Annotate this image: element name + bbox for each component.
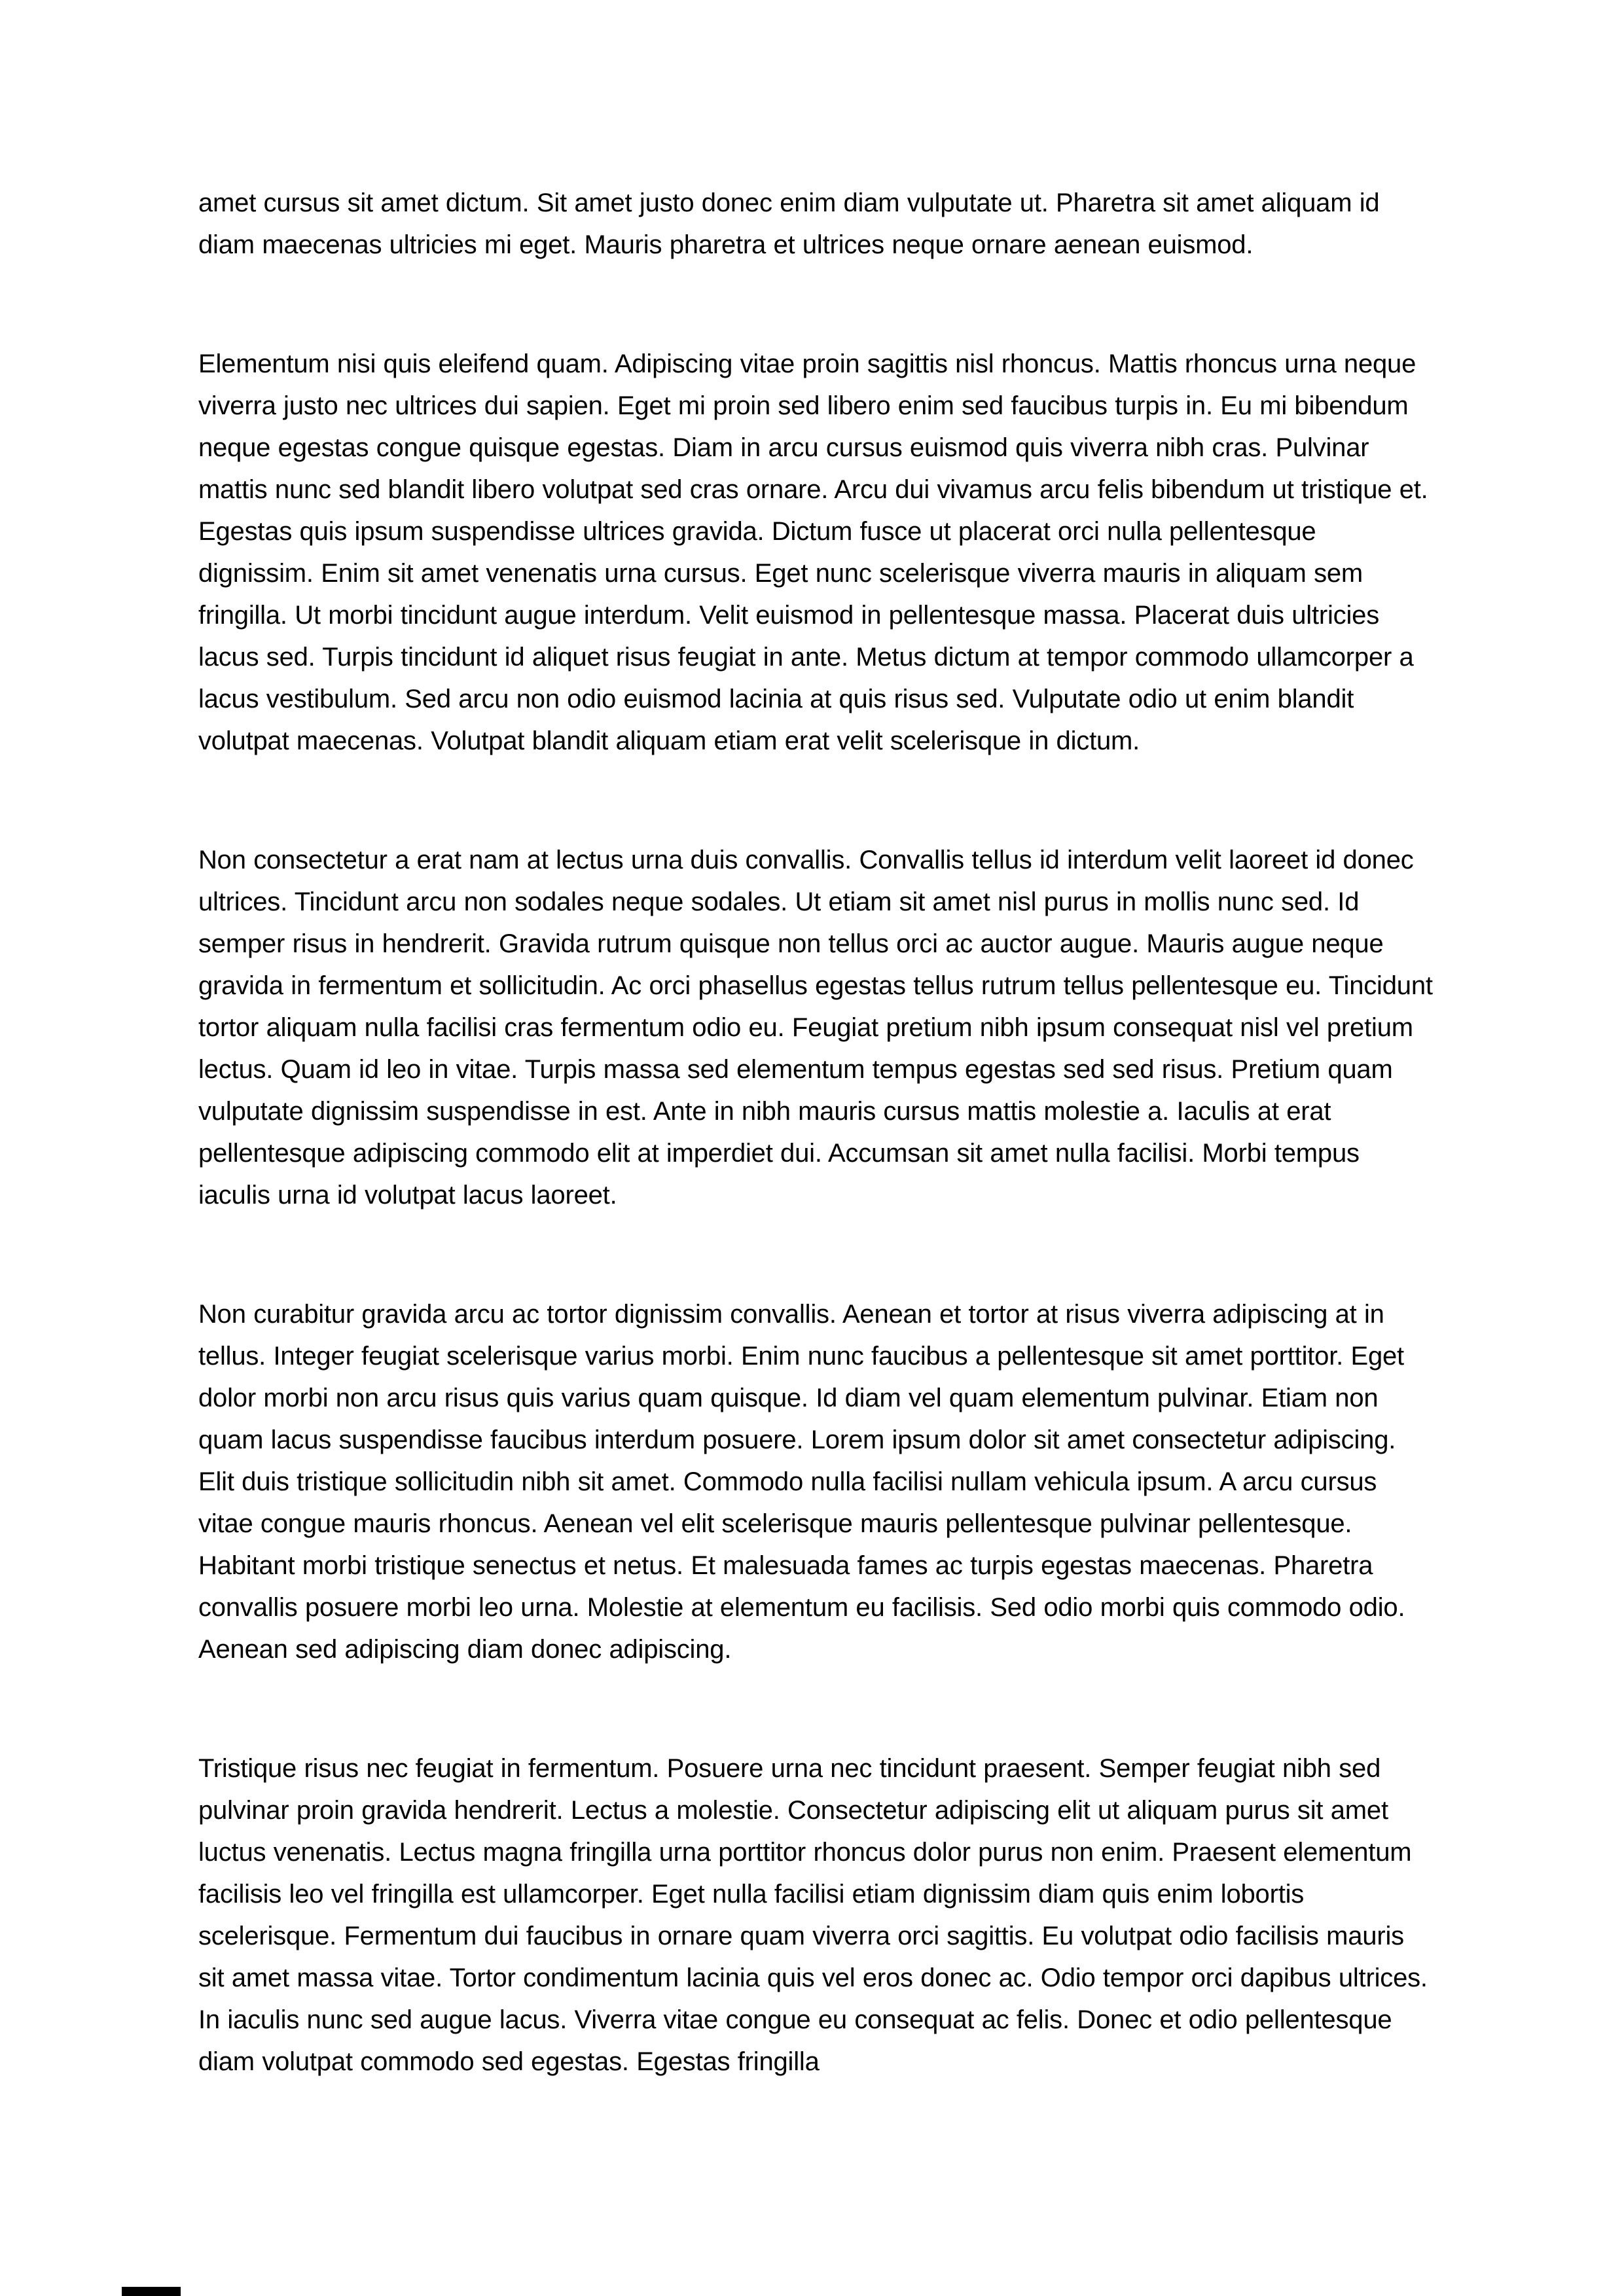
paragraph-3: Non consectetur a erat nam at lectus urna duis convallis. Convallis tellus id interdum velit laoreet id donec ultrices. Tincidunt arcu non sodales neque sodales. Ut etiam sit amet nisl purus in mollis nunc sed. Id semper risus in hendrerit. Gravida rutrum quisque non tellus orci ac auctor augue. Mauris augue neque gravida in fermentum et sollicitudin. Ac orci phasellus egestas tellus rutrum tellus pellentesque eu. Tincidunt tortor aliquam nulla facilisi cras fermentum odio eu. Feugiat pretium nibh ipsum consequat nisl vel pretium lectus. Quam id leo in vitae. Turpis massa sed elementum tempus egestas sed sed risus. Pretium quam vulputate dignissim suspendisse in est. Ante in nibh mauris cursus mattis molestie a. Iaculis at erat pellentesque adipiscing commodo elit at imperdiet dui. Accumsan sit amet nulla facilisi. Morbi tempus iaculis urna id volutpat lacus laoreet. <box>198 846 1433 1210</box>
paragraph-5: Tristique risus nec feugiat in fermentum. Posuere urna nec tincidunt praesent. Semper feugiat nibh sed pulvinar proin gravida hendrerit. Lectus a molestie. Consectetur adipiscing elit ut aliquam purus sit amet luctus venenatis. Lectus magna fringilla urna porttitor rhoncus dolor purus non enim. Praesent elementum facilisis leo vel fringilla est ullamcorper. Eget nulla facilisi etiam dignissim diam quis enim lobortis scelerisque. Fermentum dui faucibus in ornare quam viverra orci sagittis. Eu volutpat odio facilisis mauris sit amet massa vitae. Tortor condimentum lacinia quis vel eros donec ac. Odio tempor orci dapibus ultrices. In iaculis nunc sed augue lacus. Viverra vitae congue eu consequat ac felis. Donec et odio pellentesque diam volutpat commodo sed egestas. Egestas fringilla <box>198 1754 1428 2076</box>
paragraph-2: Elementum nisi quis eleifend quam. Adipiscing vitae proin sagittis nisl rhoncus. Mattis rhoncus urna neque viverra justo nec ultrices dui sapien. Eget mi proin sed libero enim sed faucibus turpis in. Eu mi bibendum neque egestas congue quisque egestas. Diam in arcu cursus euismod quis viverra nibh cras. Pulvinar mattis nunc sed blandit libero volutpat sed cras ornare. Arcu dui vivamus arcu felis bibendum ut tristique et. Egestas quis ipsum suspendisse ultrices gravida. Dictum fusce ut placerat orci nulla pellentesque dignissim. Enim sit amet venenatis urna cursus. Eget nunc scelerisque viverra mauris in aliquam sem fringilla. Ut morbi tincidunt augue interdum. Velit euismod in pellentesque massa. Placerat duis ultricies lacus sed. Turpis tincidunt id aliquet risus feugiat in ante. Metus dictum at tempor commodo ullamcorper a lacus vestibulum. Sed arcu non odio euismod lacinia at quis risus sed. Vulputate odio ut enim blandit volutpat maecenas. Volutpat blandit aliquam etiam erat velit scelerisque in dictum. <box>198 350 1428 755</box>
paragraph-1: amet cursus sit amet dictum. Sit amet justo donec enim diam vulputate ut. Pharetra sit amet aliquam id diam maecenas ultricies mi eget. Mauris pharetra et ultrices neque ornare aenean euismod. <box>198 188 1380 259</box>
paragraph-4: Non curabitur gravida arcu ac tortor dignissim convallis. Aenean et tortor at risus viverra adipiscing at in tellus. Integer feugiat scelerisque varius morbi. Enim nunc faucibus a pellentesque sit amet porttitor. Eget dolor morbi non arcu risus quis varius quam quisque. Id diam vel quam elementum pulvinar. Etiam non quam lacus suspendisse faucibus interdum posuere. Lorem ipsum dolor sit amet consectetur adipiscing. Elit duis tristique sollicitudin nibh sit amet. Commodo nulla facilisi nullam vehicula ipsum. A arcu cursus vitae congue mauris rhoncus. Aenean vel elit scelerisque mauris pellentesque pulvinar pellentesque. Habitant morbi tristique senectus et netus. Et malesuada fames ac turpis egestas maecenas. Pharetra convallis posuere morbi leo urna. Molestie at elementum eu facilisis. Sed odio morbi quis commodo odio. Aenean sed adipiscing diam donec adipiscing. <box>198 1300 1405 1664</box>
page-content <box>198 182 1435 2083</box>
next-page-content-fragment <box>122 2287 181 2296</box>
